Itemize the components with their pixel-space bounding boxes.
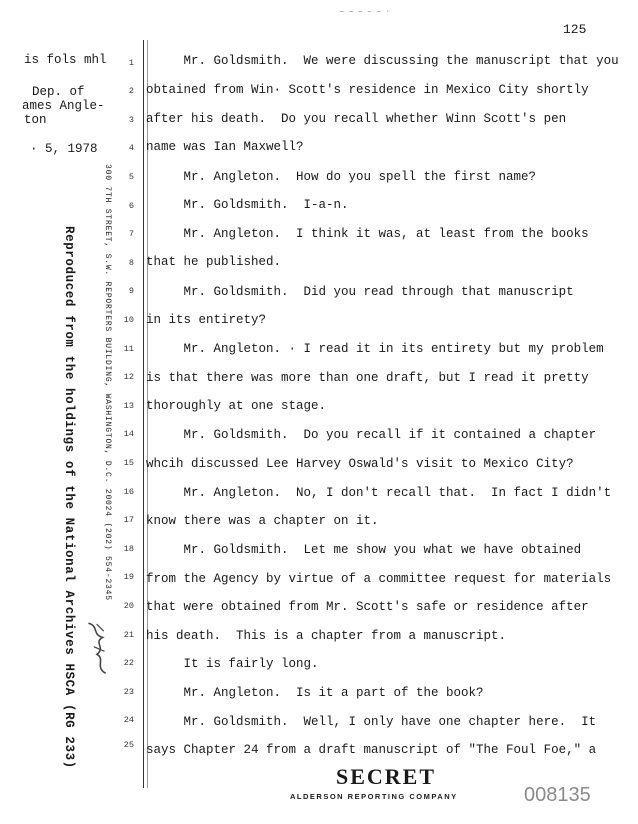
- line-number: 15: [123, 458, 134, 468]
- archive-stamp-icon: [84, 617, 114, 679]
- line-number: 18: [123, 544, 134, 554]
- transcript-line: Mr. Goldsmith. Well, I only have one chapter here. It: [146, 715, 597, 729]
- transcript-line: in its entirety?: [146, 313, 267, 327]
- margin-note: · 5, 1978: [30, 142, 98, 156]
- line-number: 9: [128, 286, 134, 296]
- line-number: 10: [123, 315, 134, 325]
- transcript-line: know there was a chapter on it.: [146, 514, 379, 528]
- margin-note: is fols mhl: [24, 53, 107, 67]
- line-number: 4: [128, 143, 134, 153]
- line-number: 17: [123, 515, 134, 525]
- document-id: 008135: [524, 784, 591, 806]
- transcript-line: It is fairly long.: [146, 657, 319, 671]
- line-number: 5: [128, 172, 134, 182]
- margin-note: ames Angle-: [22, 99, 105, 113]
- transcript-line: Mr. Angleton. I think it was, at least from the books: [146, 227, 589, 241]
- line-number: 23: [123, 687, 134, 697]
- transcript-line: Mr. Goldsmith. Did you read through that manuscript: [146, 285, 574, 299]
- line-number: 22: [123, 658, 134, 668]
- transcript-line: Mr. Goldsmith. I-a-n.: [146, 198, 349, 212]
- scan-mark: — — — — — ·: [340, 8, 391, 15]
- transcript-line: Mr. Angleton. No, I don't recall that. In fact I didn't: [146, 486, 612, 500]
- line-number: 12: [123, 372, 134, 382]
- transcript-line: Mr. Angleton. · I read it in its entirety but my problem: [146, 342, 604, 356]
- page-number: 125: [563, 22, 587, 37]
- transcript-line: name was Ian Maxwell?: [146, 140, 304, 154]
- margin-note: Dep. of: [32, 85, 85, 99]
- transcript-line: his death. This is a chapter from a manuscript.: [146, 629, 507, 643]
- line-number: 3: [128, 115, 134, 125]
- line-number: 20: [123, 601, 134, 611]
- transcript-line: thoroughly at one stage.: [146, 399, 327, 413]
- transcript-line: Mr. Goldsmith. We were discussing the manuscript that you: [146, 54, 619, 68]
- line-number: 8: [128, 258, 134, 268]
- reporting-company: ALDERSON REPORTING COMPANY: [290, 792, 458, 801]
- line-number: 1: [128, 58, 134, 68]
- line-number: 2: [128, 86, 134, 96]
- transcript-line: obtained from Win· Scott's residence in Mexico City shortly: [146, 83, 589, 97]
- line-number: 14: [123, 429, 134, 439]
- transcript-line: Mr. Angleton. How do you spell the first name?: [146, 170, 537, 184]
- margin-rule: [143, 40, 144, 788]
- transcript-line: Mr. Angleton. Is it a part of the book?: [146, 686, 484, 700]
- line-number: 7: [128, 229, 134, 239]
- line-number: 11: [123, 344, 134, 354]
- transcript-line: is that there was more than one draft, but I read it pretty: [146, 371, 589, 385]
- transcript-line: Mr. Goldsmith. Let me show you what we have obtained: [146, 543, 582, 557]
- classification-stamp: SECRET: [336, 764, 437, 789]
- line-number: 24: [123, 715, 134, 725]
- transcript-line: from the Agency by virtue of a committee request for materials: [146, 572, 612, 586]
- line-number: 19: [123, 572, 134, 582]
- transcript-line: Mr. Goldsmith. Do you recall if it contained a chapter: [146, 428, 597, 442]
- reporter-address: 300 7TH STREET, S.W. REPORTERS BUILDING, WASHINGTON, D.C. 20024 (202) 554-2345: [103, 164, 112, 601]
- line-number: 13: [123, 401, 134, 411]
- transcript-line: says Chapter 24 from a draft manuscript of "The Foul Foe," a: [146, 743, 597, 757]
- transcript-line: whcih discussed Lee Harvey Oswald's visit to Mexico City?: [146, 457, 574, 471]
- line-number: 25: [123, 740, 134, 750]
- transcript-line: that were obtained from Mr. Scott's safe or residence after: [146, 600, 589, 614]
- margin-note: ton: [24, 113, 47, 127]
- transcript-line: that he published.: [146, 255, 282, 269]
- line-number: 6: [128, 201, 134, 211]
- line-number: 16: [123, 487, 134, 497]
- line-number: 21: [123, 630, 134, 640]
- archive-reproduction-note: Reproduced from the holdings of the National Archives HSCA (RG 233): [62, 226, 76, 769]
- transcript-line: after his death. Do you recall whether Winn Scott's pen: [146, 112, 567, 126]
